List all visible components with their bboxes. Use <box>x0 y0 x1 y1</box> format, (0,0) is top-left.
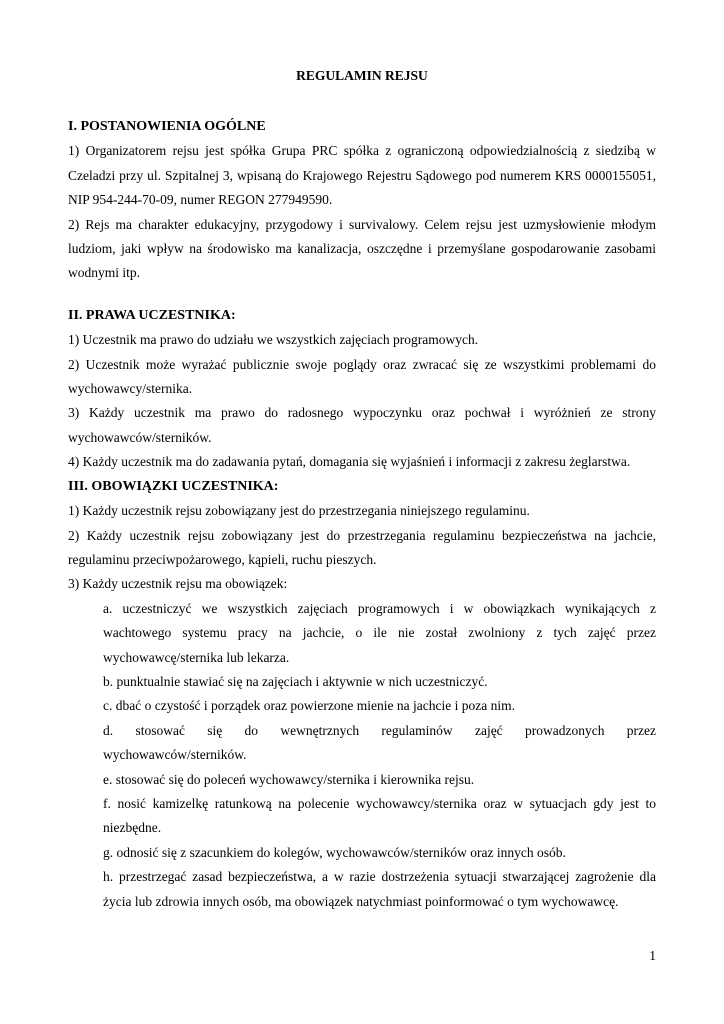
obligation-item-d-continued: wychowawców/sterników. <box>103 747 247 763</box>
section-2-paragraph-3: 3) Każdy uczestnik ma prawo do radosnego wypoczynku oraz pochwał i wyróżnień ze strony wychowawców/sterników. <box>68 405 656 445</box>
document-title: REGULAMIN REJSU <box>296 68 428 83</box>
section-2-paragraph-1: 1) Uczestnik ma prawo do udziału we wszystkich zajęciach programowych. <box>68 332 479 348</box>
obligation-item-b: b. punktualnie stawiać się na zajęciach i aktywnie w nich uczestniczyć. <box>103 673 488 689</box>
section-1-paragraph-1: 1) Organizatorem rejsu jest spółka Grupa PRC spółka z ograniczoną odpowiedzialnością z siedzibą w Czeladzi przy ul. Szpitalnej 3, wpisaną do Krajowego Rejestru Sądowego pod numerem KRS 0000155051, NIP 954-244-70-09, numer REGON 277949590. <box>68 143 656 208</box>
section-2-heading: II. PRAWA UCZESTNIKA: <box>68 307 236 323</box>
obligation-item-f: f. nosić kamizelkę ratunkową na polecenie wychowawcy/sternika oraz w sytuacjach gdy jest to niezbędne. <box>103 795 656 836</box>
section-1-paragraph-2: 2) Rejs ma charakter edukacyjny, przygodowy i survivalowy. Celem rejsu jest uzmysłowienie młodym ludziom, jaki wpływ na środowisko ma kanalizacja, oszczędne i przemyślane gospodarowanie zasobami wodnymi itp. <box>68 216 656 281</box>
obligation-item-c: c. dbać o czystość i porządek oraz powierzone mienie na jachcie i poza nim. <box>103 698 515 714</box>
section-3-heading: III. OBOWIĄZKI UCZESTNIKA: <box>68 478 279 494</box>
section-3-paragraph-3: 3) Każdy uczestnik rejsu ma obowiązek: <box>68 576 288 592</box>
obligation-item-e: e. stosować się do poleceń wychowawcy/sternika i kierownika rejsu. <box>103 771 475 787</box>
section-2-paragraph-4: 4) Każdy uczestnik ma do zadawania pytań, domagania się wyjaśnień i informacji z zakresu żeglarstwa. <box>68 454 631 470</box>
section-3-paragraph-2: 2) Każdy uczestnik rejsu zobowiązany jest do przestrzegania regulaminu bezpieczeństwa na jachcie, regulaminu przeciwpożarowego, kąpieli, ruchu pieszych. <box>68 527 656 567</box>
obligation-item-g: g. odnosić się z szacunkiem do kolegów, wychowawców/sterników oraz innych osób. <box>103 844 566 860</box>
document-body <box>68 115 656 914</box>
section-3-paragraph-1: 1) Każdy uczestnik rejsu zobowiązany jest do przestrzegania niniejszego regulaminu. <box>68 503 530 519</box>
obligation-item-d: d. stosować się do wewnętrznych regulaminów zajęć prowadzonych przez <box>103 722 656 738</box>
section-1-heading: I. POSTANOWIENIA OGÓLNE <box>68 119 266 134</box>
section-2-paragraph-2: 2) Uczestnik może wyrażać publicznie swoje poglądy oraz zwracać się ze wszystkimi problemami do wychowawcy/sternika. <box>68 356 656 397</box>
obligation-item-a: a. uczestniczyć we wszystkich zajęciach programowych i w obowiązkach wynikających z wachtowego systemu pracy na jachcie, o ile nie został zwolniony z tych zajęć przez wychowawcę/sternika lub lekarza. <box>103 600 656 665</box>
obligation-item-h: h. przestrzegać zasad bezpieczeństwa, a w razie dostrzeżenia sytuacji stwarzającej zagrożenie dla życia lub zdrowia innych osób, ma obowiązek natychmiast poinformować o tym wychowawcę. <box>103 869 656 909</box>
page-number: 1 <box>649 948 656 963</box>
